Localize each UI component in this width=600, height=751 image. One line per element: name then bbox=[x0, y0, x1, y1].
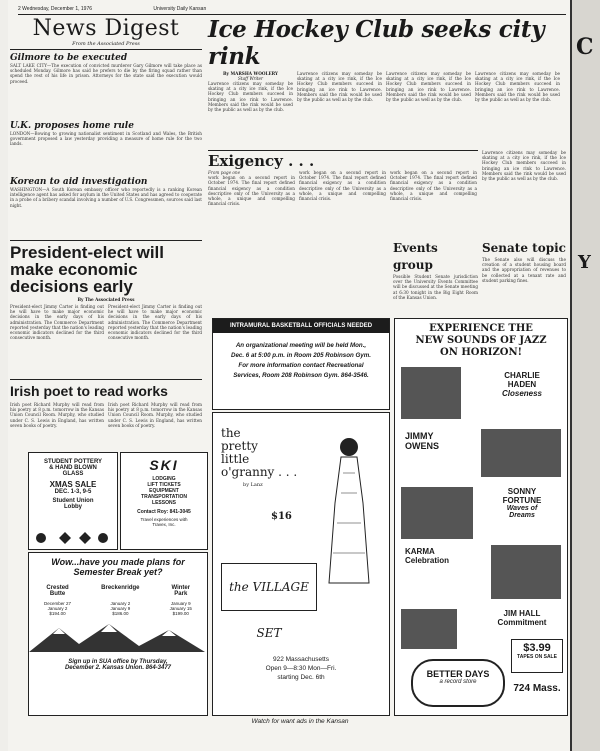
village-price: $16 bbox=[271, 511, 292, 522]
hockey-body-col1: Lawrence citizens may someday be skating at a city ice rink, if the Ice Hockey Club members succeed in bringing an ice rink to Lawrence. Members said the rink would be used by the public as well as by the club. bbox=[208, 81, 293, 113]
wp-price: $199.00 bbox=[172, 611, 189, 616]
folio-date: 2 Wednesday, December 1, 1976 bbox=[18, 6, 93, 12]
ski-logo: SKI bbox=[149, 457, 179, 473]
fortune-album-cover bbox=[401, 487, 473, 539]
haden-album-cover bbox=[401, 367, 461, 419]
kansan-want-ads: Watch for want ads in the Kansan bbox=[251, 718, 349, 725]
adjacent-page-letter-c: C bbox=[576, 34, 594, 60]
folio bbox=[18, 6, 206, 12]
poinsettia-icon bbox=[29, 529, 115, 547]
hockey-body-col4: Lawrence citizens may someday be skating at a city ice rink, if the Ice Hockey Club members succeed in bringing an ice rink to Lawrence. Members said the rink would be used by the public as well as by the club. bbox=[475, 71, 560, 103]
jazz-head3: ON HORIZON! bbox=[439, 347, 523, 358]
intramural-ad bbox=[212, 318, 390, 410]
hockey-byline: By MARSHA WOOLERY bbox=[223, 71, 278, 76]
jazz-store-addr: 724 Mass. bbox=[513, 683, 561, 694]
senate-head: Senate topic bbox=[482, 241, 566, 255]
owens-album-cover bbox=[481, 429, 561, 477]
pottery-line4: XMAS SALE bbox=[49, 480, 97, 489]
village-line1: the bbox=[221, 426, 241, 440]
winter-line1: Wow...have you made plans for bbox=[51, 557, 185, 567]
wp-name1: Winter bbox=[171, 585, 191, 591]
br-end: January 9 bbox=[110, 606, 131, 611]
news-digest bbox=[10, 16, 202, 438]
cb-start: December 27 bbox=[44, 601, 72, 606]
irish-body-col2: Irish poet Richard Murphy will read from his poetry at 8 p.m. tomorrow in the Kansas Union Council Room. Murphy, who studied under C. S. Lewis in England, has written seven books of poetry. bbox=[108, 402, 202, 428]
jazz-a4: KARMA bbox=[405, 547, 435, 556]
gilmore-head: Gilmore to be executed bbox=[10, 53, 128, 63]
wp-name2: Park bbox=[174, 591, 188, 597]
events-head: Events group bbox=[393, 241, 438, 272]
events-body: Possible Student Senate jurisdiction over the University Events Committee will be discussed at the Senate meeting at 6:30 tonight in the Big Eight Room of the Kansas Union. bbox=[393, 274, 478, 300]
irish-body-col1: Irish poet Richard Murphy will read from his poetry at 8 p.m. tomorrow in the Kansas Union Council Room. Murphy, who studied under C. S. Lewis in England, has written seven books of poetry. bbox=[10, 402, 104, 428]
village-set-ad bbox=[212, 412, 390, 716]
jazz-a3c: Waves of bbox=[506, 505, 538, 512]
village-addr: 922 Massachusetts bbox=[272, 656, 329, 663]
ski-line3: EQUIPMENT bbox=[149, 488, 179, 494]
village-slogan bbox=[221, 427, 297, 492]
korean-body: WASHINGTON—A South Korean embassy officer who reportedly is a ranking Korean intelligence agent has asked for asylum in the United States and has agreed to cooperate in a probe of a bribery scandal involving a number of U.S. Congressmen, sources said last night. bbox=[10, 187, 202, 208]
better-days-tagline: a record store bbox=[439, 679, 477, 685]
news-digest-title: News Digest bbox=[32, 16, 180, 41]
jazz-a3: SONNY bbox=[507, 487, 537, 496]
pottery-line3: GLASS bbox=[62, 471, 84, 477]
intramural-line1: An organizational meeting will be held Mon., bbox=[235, 342, 367, 349]
resort-breckenridge bbox=[101, 585, 139, 616]
jazz-head2: NEW SOUNDS OF JAZZ bbox=[415, 335, 547, 346]
president-byline: By The Associated Press bbox=[77, 297, 135, 302]
village-start: starting Dec. 6th bbox=[277, 674, 325, 681]
jazz-price-label: TAPES ON SALE bbox=[517, 654, 557, 660]
jazz-a2b: OWENS bbox=[405, 441, 440, 451]
pottery-line5: DEC. 1-3, 9-5 bbox=[54, 489, 92, 495]
president-body-col1: President-elect Jimmy Carter is finding out he will have to make major economic decisions in the early days of his administration. The Commerce Department reported yesterday that the nation's leading economic indicators declined for the third consecutive month. bbox=[10, 304, 104, 341]
resort-crested-butte bbox=[44, 585, 71, 616]
village-line4: o'granny . . . bbox=[221, 465, 298, 479]
village-hours: Open 9—8:30 Mon—Fri. bbox=[265, 665, 337, 672]
jazz-a1c: Closeness bbox=[501, 389, 543, 398]
exigency-body-col3: work began on a second report in October 1974. The final report defined financial exigency as a condition descriptive only of the University as a whole, a unique and compelling financial crisis. bbox=[390, 170, 477, 202]
korean-head: Korean to aid investigation bbox=[10, 177, 148, 187]
senate-story bbox=[482, 240, 566, 321]
br-name: Breckenridge bbox=[101, 585, 140, 591]
intramural-line4: Services, Room 208 Robinson Gym. 864-3546. bbox=[233, 372, 369, 379]
cb-price: $194.00 bbox=[49, 611, 66, 616]
folio-paper: University Daily Kansan bbox=[153, 6, 207, 12]
uk-head: U.K. proposes home rule bbox=[10, 121, 134, 131]
jazz-a1: CHARLIE bbox=[504, 371, 540, 380]
president-head: President-elect will make economic decisions early bbox=[10, 243, 164, 296]
adjacent-page-edge bbox=[570, 0, 600, 751]
ski-line8: Travex, Inc. bbox=[152, 522, 176, 527]
village-store-logo: the VILLAGE SET bbox=[221, 563, 317, 611]
jazz-a3b: FORTUNE bbox=[502, 496, 542, 505]
hockey-byline2: Staff Writer bbox=[238, 76, 263, 81]
dress-illustration-icon bbox=[319, 433, 379, 593]
winter-sign1: Sign up in SUA office by Thursday, bbox=[68, 659, 168, 665]
wp-start: January 9 bbox=[170, 601, 191, 606]
hockey-head: Ice Hockey Club seeks city rink bbox=[208, 16, 545, 70]
intramural-head: INTRAMURAL BASKETBALL OFFICIALS NEEDED bbox=[213, 319, 389, 333]
jazz-price-box bbox=[511, 639, 563, 673]
uk-body: LONDON—Bowing to growing nationalist sentiment in Scotland and Wales, the British government proposed a law yesterday providing a measure of home rule for the two lands. bbox=[10, 131, 202, 147]
horizon-jazz-ad bbox=[394, 318, 568, 716]
president-body-col2: President-elect Jimmy Carter is finding out he will have to make major economic decisions in the early days of his administration. The Commerce Department reported yesterday that the nation's leading economic indicators declined for the third consecutive month. bbox=[108, 304, 202, 341]
gilmore-body: SALT LAKE CITY—The execution of convicted murderer Gary Gilmore will take place as scheduled Monday. Gilmore has said he prefers to die by the firing squad rather than spend the rest of his life in prison. Attorneys for the state said the execution would proceed. bbox=[10, 63, 202, 84]
winter-line2: Semester Break yet? bbox=[73, 567, 163, 577]
ski-line4: TRANSPORTATION bbox=[141, 494, 187, 500]
jazz-a5b: Commitment bbox=[497, 618, 547, 627]
karma-album-cover bbox=[491, 545, 561, 599]
br-start: January 2 bbox=[110, 601, 131, 606]
br-price: $186.00 bbox=[112, 611, 129, 616]
cb-name1: Crested bbox=[46, 585, 69, 591]
better-days-name: BETTER DAYS bbox=[426, 669, 490, 679]
ski-line2: LIFT TICKETS bbox=[147, 482, 181, 488]
exigency-head: Exigency . . . bbox=[208, 152, 315, 170]
adjacent-page-letter-y: Y bbox=[578, 252, 591, 273]
wp-end: January 15 bbox=[169, 606, 192, 611]
hockey-cont bbox=[482, 150, 566, 236]
resort-winter-park bbox=[170, 585, 192, 616]
ski-ad bbox=[120, 452, 208, 550]
exigency-cont: From page one bbox=[208, 170, 241, 175]
exigency-body-col2: work began on a second report in October 1974. The final report defined financial exigency as a condition descriptive only of the University as a whole, a unique and compelling financial crisis. bbox=[299, 170, 386, 202]
jazz-price: $3.99 bbox=[523, 642, 551, 654]
ski-line5: LESSONS bbox=[152, 500, 176, 506]
pottery-line1: STUDENT POTTERY bbox=[43, 459, 103, 465]
better-days-logo bbox=[411, 659, 505, 707]
hockey-body-col3: Lawrence citizens may someday be skating at a city ice rink, if the Ice Hockey Club members succeed in bringing an ice rink to Lawrence. Members said the rink would be used by the public as well as by the club. bbox=[386, 71, 471, 103]
top-rule bbox=[18, 14, 566, 15]
jazz-a5: JIM HALL bbox=[503, 609, 541, 618]
pottery-line2: & HAND BLOWN bbox=[49, 465, 97, 471]
intramural-line2: Dec. 6 at 5:00 p.m. in Room 205 Robinson Gym. bbox=[231, 352, 371, 359]
hockey-body-col2: Lawrence citizens may someday be skating at a city ice rink, if the Ice Hockey Club members succeed in bringing an ice rink to Lawrence. Members said the rink would be used by the public as well as by the club. bbox=[297, 71, 382, 103]
hockey-body-col5: Lawrence citizens may someday be skating at a city ice rink, if the Ice Hockey Club members succeed in bringing an ice rink to Lawrence. Members said the rink would be used by the public as well as by the club. bbox=[482, 150, 566, 182]
pottery-line7: Lobby bbox=[64, 504, 82, 510]
irish-head: Irish poet to read works bbox=[10, 383, 168, 399]
mountain-icon bbox=[29, 622, 205, 652]
senate-body: The Senate also will discuss the creation of a student housing board and the appropriation of revenues to be collected at a tenant rate and student parking fines. bbox=[482, 257, 566, 283]
hall-album-cover bbox=[401, 609, 457, 649]
ski-line6: Contact Roy: 841-3045 bbox=[137, 509, 191, 515]
ski-line1: LODGING bbox=[152, 476, 176, 482]
jazz-a1b: HADEN bbox=[507, 380, 537, 389]
intramural-line3: For more information contact Recreational bbox=[238, 362, 364, 369]
newspaper-page bbox=[8, 0, 570, 751]
jazz-a3d: Dreams bbox=[509, 512, 535, 519]
village-line3: little bbox=[221, 452, 250, 466]
pottery-ad bbox=[28, 452, 118, 550]
village-line2: pretty bbox=[221, 439, 258, 453]
jazz-a4b: Celebration bbox=[405, 556, 450, 565]
winter-sign2: December 2. Kansas Union. 864-3477 bbox=[64, 665, 172, 671]
village-line5: by Lanz bbox=[243, 482, 263, 488]
hockey-story bbox=[208, 16, 566, 147]
pottery-line6: Student Union bbox=[52, 498, 94, 504]
ski-line7: Travel experiences with bbox=[140, 517, 188, 522]
winter-break-ad bbox=[28, 552, 208, 716]
news-digest-sub: From the Associated Press bbox=[72, 41, 140, 47]
jazz-head1: EXPERIENCE THE bbox=[429, 323, 533, 334]
cb-end: January 2 bbox=[47, 606, 68, 611]
jazz-a2: JIMMY bbox=[405, 431, 434, 441]
cb-name2: Butte bbox=[49, 591, 66, 597]
exigency-body-col1: work began on a second report in October 1974. The final report defined financial exigency as a condition descriptive only of the University as a whole, a unique and compelling financial crisis. bbox=[208, 175, 295, 207]
